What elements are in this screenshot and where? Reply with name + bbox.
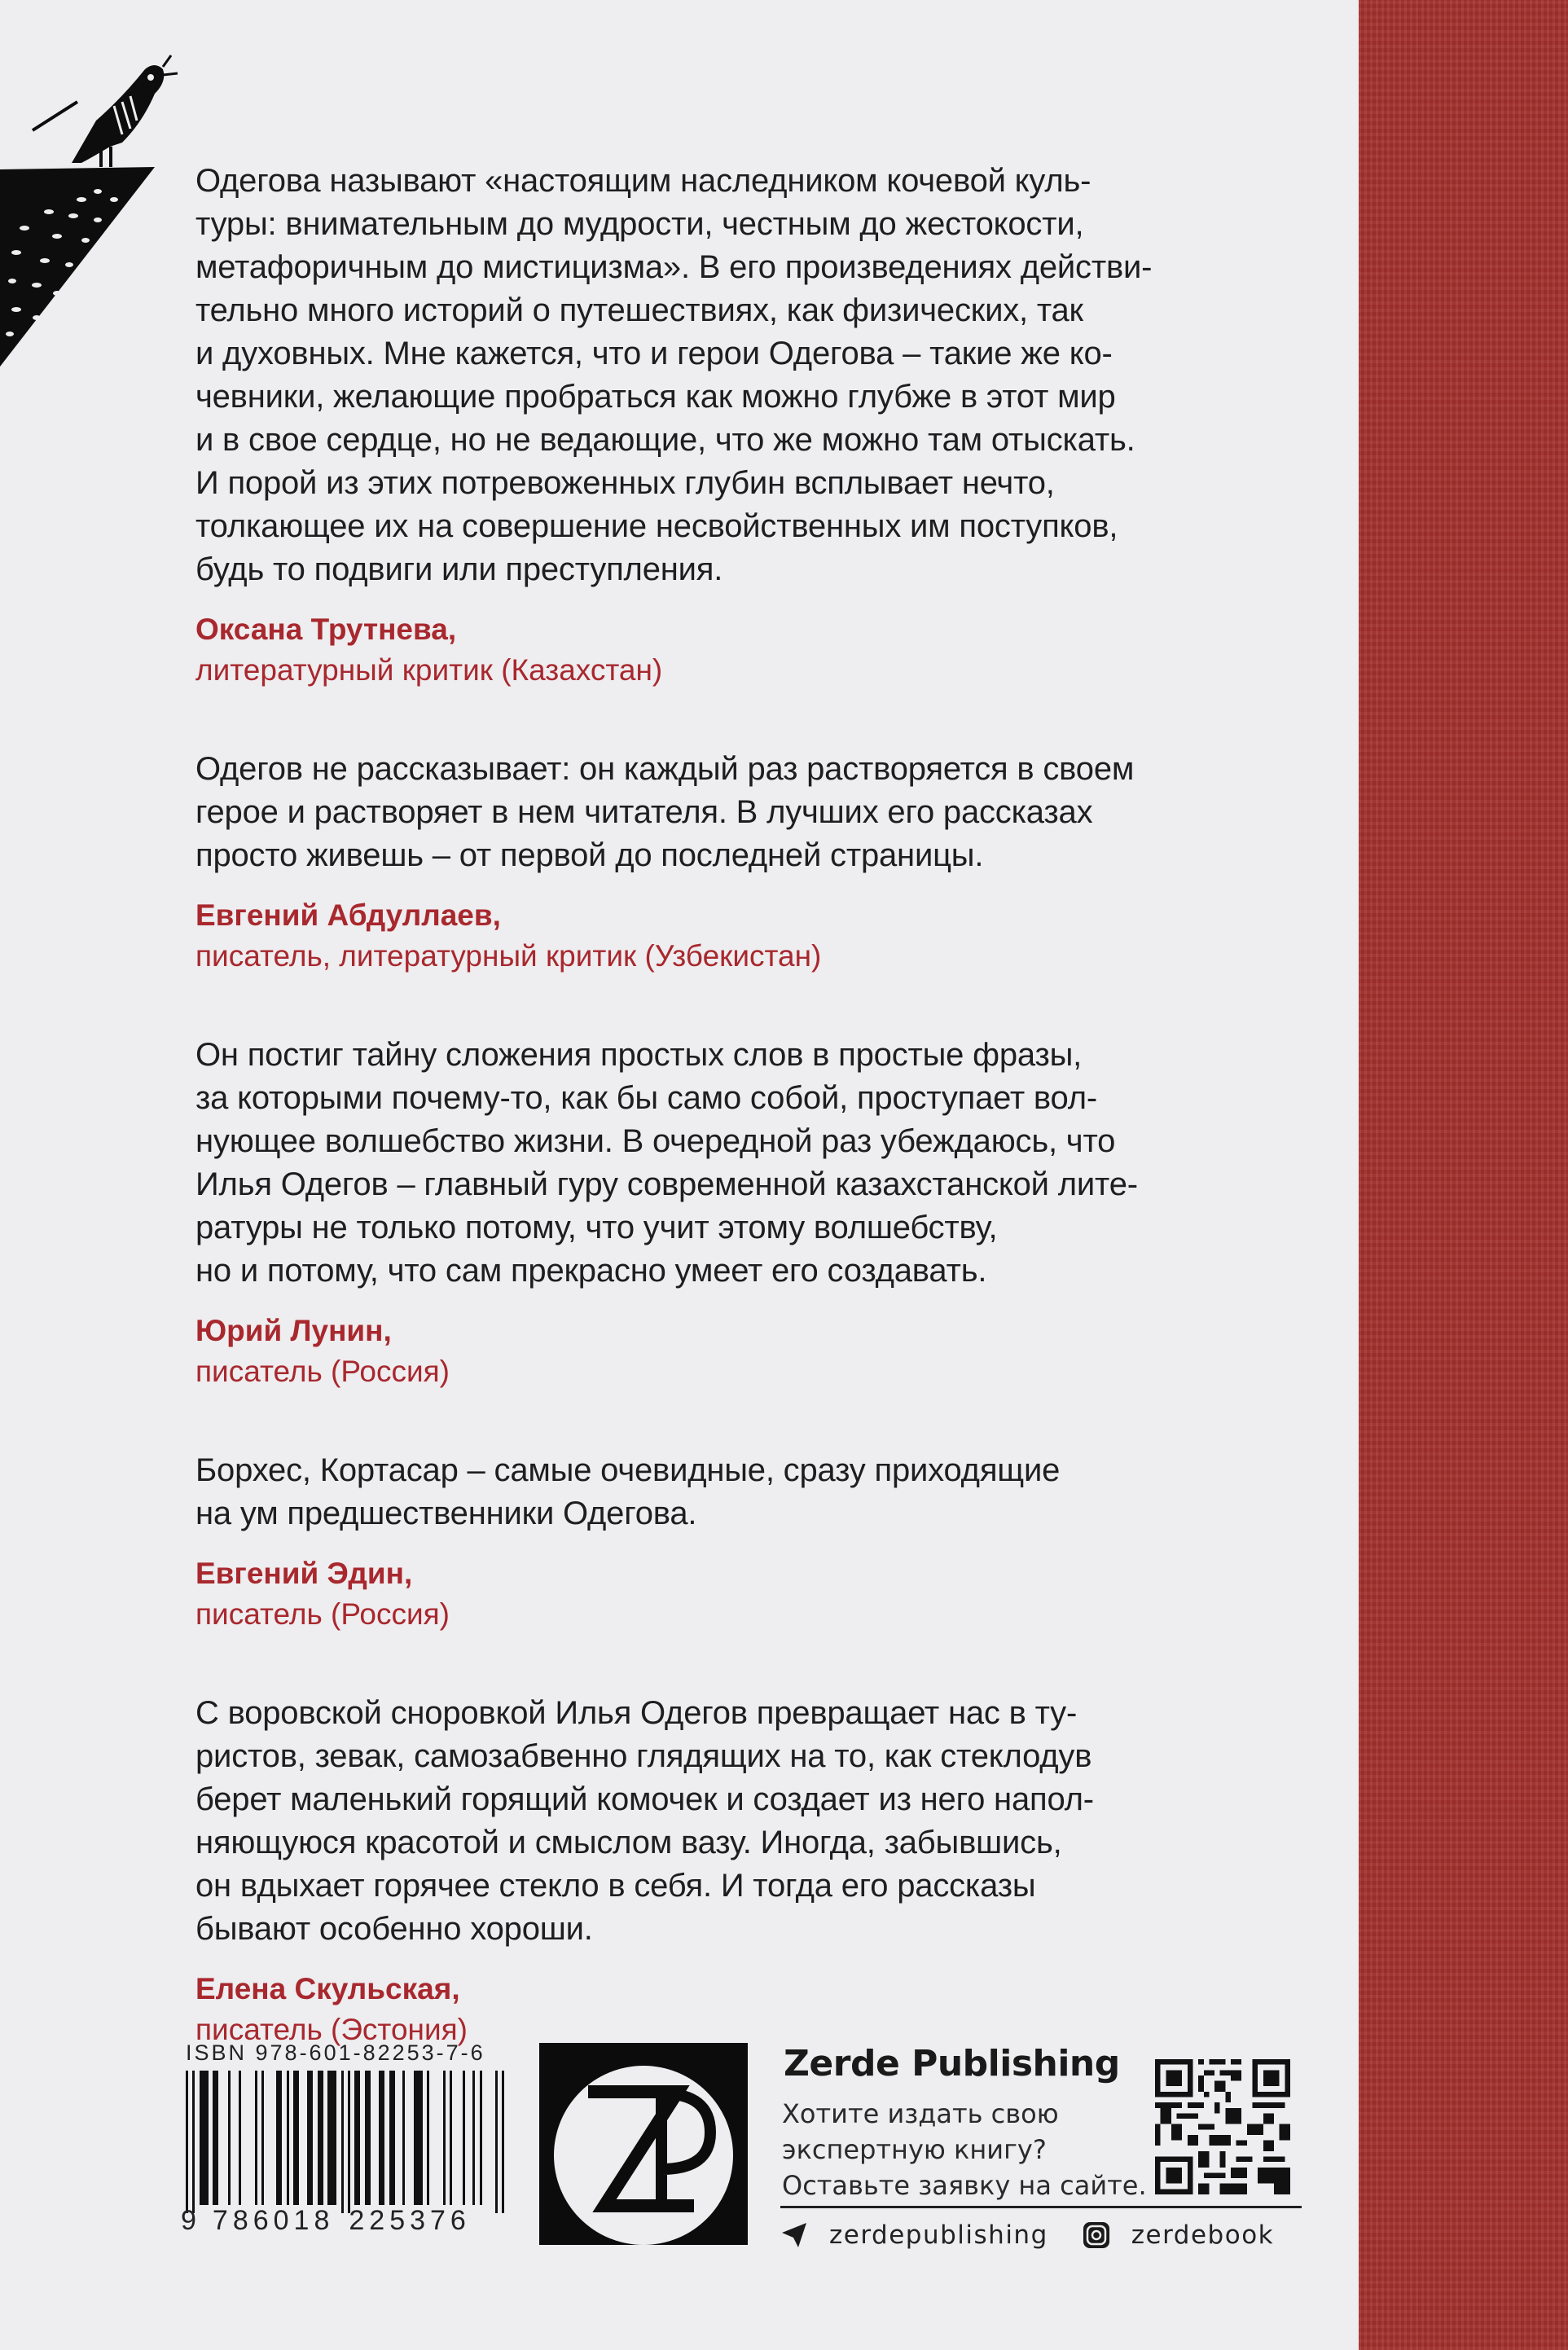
- quote-author-role: писатель, литературный критик (Узбекистан): [195, 939, 822, 973]
- telegram-icon: [780, 2221, 808, 2249]
- barcode: [181, 2071, 523, 2234]
- publisher-promo: Хотите издать свою экспертную книгу? Оставьте заявку на сайте.: [782, 2098, 1147, 2201]
- isbn-barcode: [181, 2040, 523, 2234]
- quote-author-role: литературный критик (Казахстан): [195, 653, 663, 687]
- quote-author-name: Елена Скульская,: [195, 1972, 460, 2005]
- quote-author-name: Оксана Трутнева,: [195, 613, 457, 646]
- isbn-label: ISBN 978-601-82253-7-6: [186, 2040, 485, 2065]
- quote-author-role: писатель (Россия): [195, 1355, 450, 1388]
- quote-text: Борхес, Кортасар – самые очевидные, сразу приходящие на ум предшественники Одегова.: [195, 1452, 1061, 1531]
- reviews-column: [195, 160, 1336, 2107]
- quote-author-name: Евгений Эдин,: [195, 1557, 413, 1590]
- bird-illustration-icon: [0, 24, 187, 415]
- quote-author-name: Евгений Абдуллаев,: [195, 898, 501, 932]
- divider: [780, 2206, 1302, 2208]
- book-spine-strip: [1359, 0, 1568, 2350]
- quote-author-role: писатель (Россия): [195, 1597, 450, 1631]
- quote-author-name: Юрий Лунин,: [195, 1314, 392, 1347]
- instagram-icon: [1083, 2221, 1110, 2249]
- quote-text: С воровской сноровкой Илья Одегов превращает нас в ту- ристов, зевак, самозабвенно глядящих на то, как стеклодув берет маленький горящий комочек и создает из него напол- няющуюся красотой и смыслом вазу. Иногда, забывшись, он вдыхает горячее стекло в себя. И тогда его рассказы бывают особенно хороши.: [195, 1695, 1094, 1947]
- publisher-name: Zerde Publishing: [784, 2043, 1120, 2084]
- quote-text: Одегов не рассказывает: он каждый раз растворяется в своем герое и растворяет в нем читателя. В лучших его рассказах просто живешь – от первой до последней страницы.: [195, 751, 1135, 873]
- review-quote: [195, 1449, 1336, 1635]
- review-quote: [195, 1034, 1336, 1392]
- qr-code-icon[interactable]: [1155, 2059, 1290, 2194]
- instagram-handle[interactable]: zerdebook: [1131, 2220, 1275, 2250]
- quote-author-role: писатель (Эстония): [195, 2013, 468, 2046]
- review-quote: [195, 1692, 1336, 2050]
- telegram-handle[interactable]: zerdepublishing: [829, 2220, 1048, 2250]
- review-quote: [195, 748, 1336, 977]
- review-quote: [195, 160, 1336, 691]
- quote-text: Одегова называют «настоящим наследником кочевой куль- туры: внимательным до мудрости, честным до жестокости, метафоричным до мистицизма». В его произведениях действи- тельно много историй о путешествиях, как физических, так и духовных. Мне кажется, что и герои Одегова – такие же ко- чевники, желающие пробраться как можно глубже в этот мир и в свое сердце, но не ведающие, что же можно там отыскать. И порой из этих потревоженных глубин всплывает нечто, толкающее их на совершение несвойственных им поступков, будь то подвиги или преступления.: [195, 163, 1153, 587]
- quote-text: Он постиг тайну сложения простых слов в простые фразы, за которыми почему-то, как бы само собой, проступает вол- нующее волшебство жизни. В очередной раз убеждаюсь, что Илья Одегов – главный гуру современной казахстанской лите- ратуры не только потому, что учит этому волшебству, но и потому, что сам прекрасно умеет его создавать.: [195, 1037, 1138, 1289]
- zerde-publishing-logo-icon: [539, 2043, 748, 2245]
- barcode-icon: [181, 2071, 515, 2213]
- social-links: [780, 2220, 1274, 2250]
- barcode-digits: 9 786018 225376: [181, 2205, 471, 2236]
